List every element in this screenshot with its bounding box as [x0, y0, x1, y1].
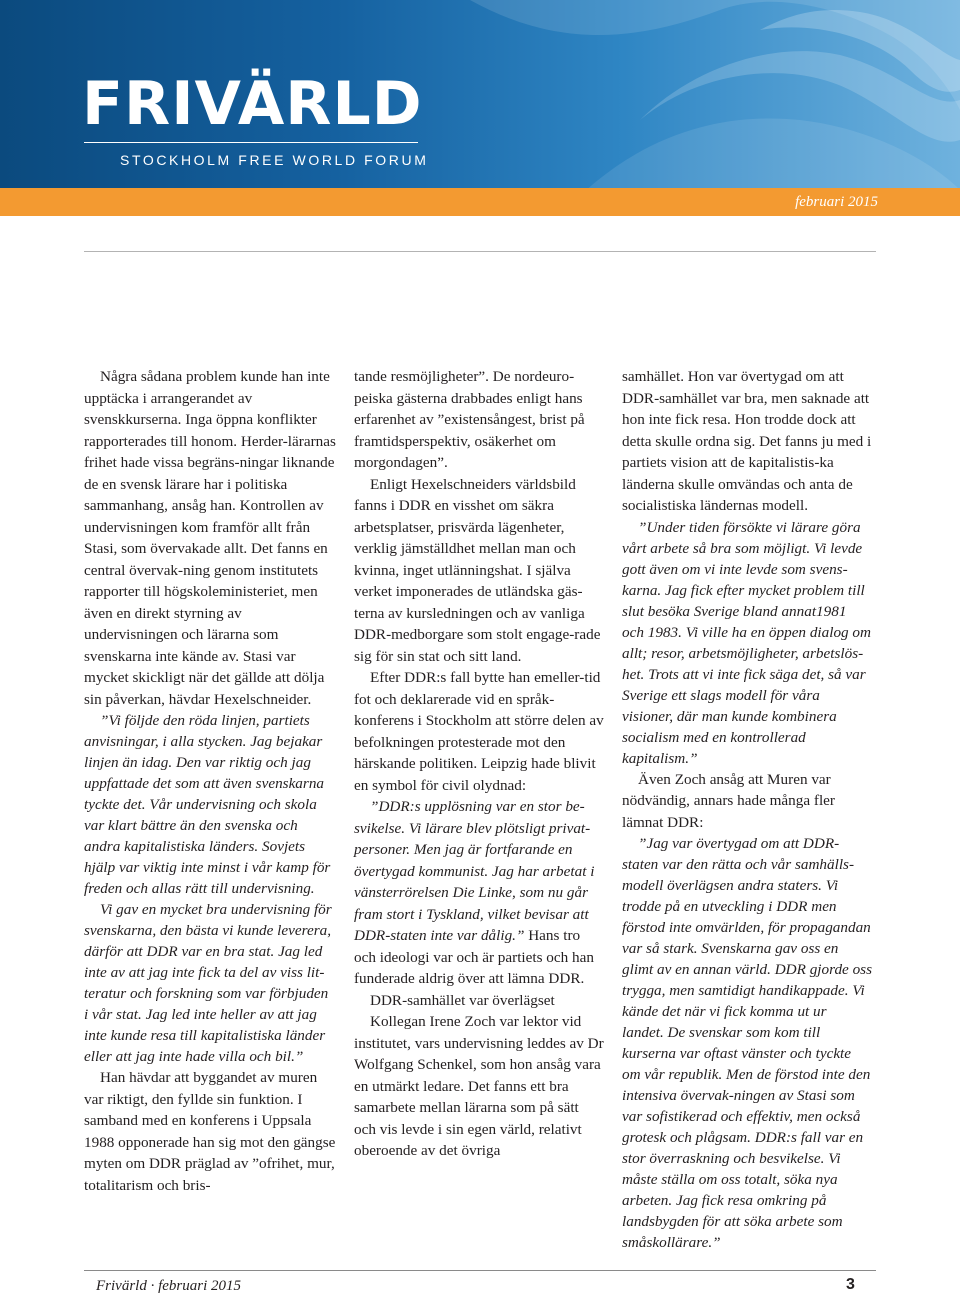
quote-paragraph: ”Jag var övertygad om att DDR-staten var den rätta och vår samhälls-modell överlägsen andra staters. Vi trodde på en utveckling i DDR men förstod inte omvärlden, för propagandan var så stark. Svenskarna gav oss en glimt av en annan värld. DDR gjorde oss trygga, men samtidigt handikappade. Vi kände det när vi fick komma ut ur landet. De svenskar som kom till kurserna var oftast vänster och tyckte om vår republik. Men de förstod inte den intensiva övervak-ningen av Stasi som var sofistikerad och effektiv, men också grotesk och plågsam. DDR:s fall var en stor överraskning och besvikelse. Vi måste ställa om oss totalt, söka nya arbeten. Jag fick resa omkring på landsbygden för att söka arbete som småskollärare.” [622, 835, 873, 1251]
article-column-3 [622, 366, 872, 1253]
footer-divider [84, 1270, 876, 1271]
issue-date: februari 2015 [795, 194, 878, 210]
top-divider [84, 251, 876, 252]
header-banner [0, 0, 960, 216]
quote-paragraph: Vi gav en mycket bra undervisning för svenskarna, den bästa vi kunde leverera, därför att DDR var en bra stat. Jag led inte av att jag inte fick ta del av viss lit-teratur och forskning som var förbjuden i vår stat. Jag led inte heller av att jag inte kunde resa till kapitalistiska länder eller att jag inte hade villa och bil.” [84, 901, 332, 1065]
paragraph: Efter DDR:s fall bytte han emeller-tid fot och deklarerade vid en språk-konferens i Stockholm att större delen av befolkningen protesterade mot den härskande politiken. Leipzig hade blivit en symbol för civil olydnad: [354, 669, 604, 794]
tagline: STOCKHOLM FREE WORLD FORUM [120, 152, 429, 168]
paragraph: Kollegan Irene Zoch var lektor vid institutet, vars undervisning leddes av Dr Wolfgang Schenkel, som hon ansåg vara en utmärkt ledare. Det fanns ett bra samarbete mellan lärarna som på sätt och vis levde i sin egen värld, relativt oberoende av det övriga [354, 1013, 604, 1159]
quote-paragraph: ”Under tiden försökte vi lärare göra vårt arbete så bra som möjligt. Vi levde gott även om vi inte levde som svens-karna. Jag fick efter mycket problem till slut besöka Sverige bland annat1981 och 1983. Vi ville ha en öppen dialog om allt; resor, arbetsmöjligheter, arbetslös-het. Trots att vi inte fick säga det, så var Sverige ett slags modell för våra visioner, där man kunde kombinera socialism med en kontrollerad kapitalism.” [622, 518, 871, 767]
footer-publication: Frivärld · februari 2015 [96, 1278, 241, 1294]
paragraph: Även Zoch ansåg att Muren var nödvändig, annars hade många fler lämnat DDR: [622, 770, 835, 831]
logo-underline [84, 142, 418, 143]
paragraph: samhället. Hon var övertygad om att DDR-samhället var bra, men saknade att hon inte fick resa. Hon trodde dock att detta skulle ordna sig. Det fanns ju med i partiets vision att de kapitalistis-ka länderna skulle omvändas och anta de socialistiska ländernas modell. [622, 368, 872, 514]
paragraph: Han hävdar att byggandet av muren var riktigt, den fyllde sin funktion. I samband med en konferens i Uppsala 1988 opponerade han sig mot den gängse myten om DDR präglad av ”ofrihet, mur, totalitarism och bris- [84, 1069, 336, 1194]
paragraph-text: Hans tro och ideologi var och är partiets och han funderade aldrig över att lämna DDR. [354, 927, 594, 987]
quote-text: ”DDR:s upplösning var en stor be-svikelse. Vi lärare blev plötsligt privat-personer. Men jag är fortfarande en övertygad kommunist. Jag har arbetat i vänsterrörelsen Die Linke, som nu går fram stort i Tyskland, vilket bevisar att DDR-staten inte var dålig.” [354, 798, 595, 944]
quote-paragraph: ”Vi följde den röda linjen, partiets anvisningar, i alla stycken. Jag bejakar linjen än idag. Den var riktig och jag uppfattade det som att även svenskarna tyckte det. Vår undervisning och skola var klart bättre än den svenska och andra kapitalistiska länders. Sovjets hjälp var viktig inte minst i vår kamp för freden och allas rätt till undervisning. [84, 712, 331, 897]
frivarld-logo: FRIVÄRLD [82, 69, 423, 139]
subheading: DDR-samhället var överlägset [370, 991, 555, 1009]
paragraph: Enligt Hexelschneiders världsbild fanns i DDR en visshet om säkra arbetsplatser, prisvärda lägenheter, verklig jämställdhet mellan man och kvinna, inget utlänningshat. I själva verket imponerades de utländska gäs-terna av kursledningen och av vanliga DDR-medborgare som stolt engage-rade sig för sin stat och sitt land. [354, 475, 601, 665]
article-column-1 [84, 366, 336, 1196]
page-number: 3 [846, 1276, 855, 1293]
article-column-2 [354, 366, 604, 1162]
paragraph: tande resmöjligheter”. De nordeuro-peiska gästerna drabbades enligt hans erfarenhet av ”existensångest, brist på framtidsperspektiv, osäkerhet om morgondagen”. [354, 368, 585, 471]
paragraph: Några sådana problem kunde han inte upptäcka i arrangerandet av svenskkurserna. Inga öppna konflikter rapporterades till honom. Herder-lärarnas frihet hade vissa begräns-ningar liknande de en svensk lärare har i politiska sammanhang, ansåg han. Kontrollen av undervisningen kom framför allt från Stasi, som övervakade allt. Det fanns en central övervak-ning genom institutets rapporter till högskoleministeriet, men även en direkt styrning av undervisningen och lärarna som svenskarna inte kände av. Stasi var mycket skickligt när det gällde att dölja sin påverkan, hävdar Hexelschneider. [84, 368, 336, 708]
